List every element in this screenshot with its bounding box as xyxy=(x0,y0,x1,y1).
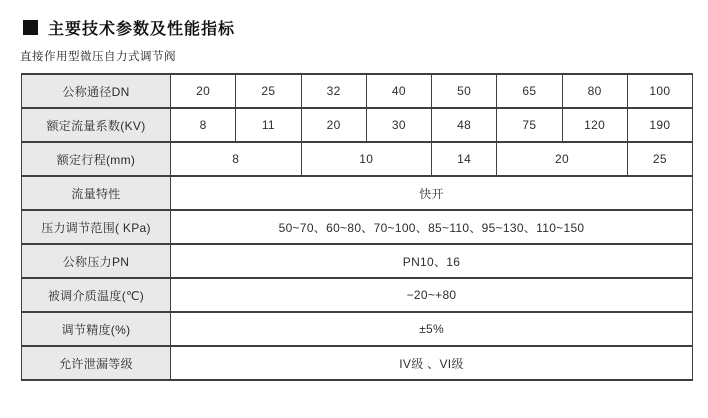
value-cell: 40 xyxy=(366,74,431,108)
value-cell: 50~70、60~80、70~100、85~110、95~130、110~150 xyxy=(171,210,693,244)
value-cell: 10 xyxy=(301,142,432,176)
section-marker-icon xyxy=(23,20,38,35)
value-cell: 8 xyxy=(171,108,236,142)
value-cell: 120 xyxy=(562,108,627,142)
spec-table xyxy=(21,73,693,381)
value-cell: 25 xyxy=(627,142,692,176)
value-cell: 190 xyxy=(627,108,692,142)
table-row xyxy=(22,142,693,176)
value-cell: 30 xyxy=(366,108,431,142)
row-label: 公称压力PN xyxy=(22,244,171,278)
value-cell: 20 xyxy=(171,74,236,108)
value-cell: 20 xyxy=(497,142,628,176)
value-cell: 20 xyxy=(301,108,366,142)
page-title: 主要技术参数及性能指标 xyxy=(48,21,236,38)
row-label: 允许泄漏等级 xyxy=(22,346,171,380)
row-label: 公称通径DN xyxy=(22,74,171,108)
table-row xyxy=(22,278,693,312)
table-row xyxy=(22,312,693,346)
row-label: 调节精度(%) xyxy=(22,312,171,346)
table-row xyxy=(22,108,693,142)
value-cell: 25 xyxy=(236,74,301,108)
value-cell: 80 xyxy=(562,74,627,108)
value-cell: 48 xyxy=(432,108,497,142)
row-label: 压力调节范围( KPa) xyxy=(22,210,171,244)
table-row xyxy=(22,176,693,210)
value-cell: 8 xyxy=(171,142,302,176)
value-cell: IV级 、VI级 xyxy=(171,346,693,380)
value-cell: 快开 xyxy=(171,176,693,210)
value-cell: 32 xyxy=(301,74,366,108)
row-label: 额定流量系数(KV) xyxy=(22,108,171,142)
row-label: 额定行程(mm) xyxy=(22,142,171,176)
value-cell: 11 xyxy=(236,108,301,142)
value-cell: 100 xyxy=(627,74,692,108)
value-cell: 75 xyxy=(497,108,562,142)
value-cell: ±5% xyxy=(171,312,693,346)
value-cell: 50 xyxy=(432,74,497,108)
table-row xyxy=(22,346,693,380)
value-cell: 14 xyxy=(432,142,497,176)
section-title xyxy=(23,16,235,39)
table-row xyxy=(22,210,693,244)
page-subtitle: 直接作用型微压自力式调节阀 xyxy=(20,51,176,63)
table-row xyxy=(22,244,693,278)
row-label: 流量特性 xyxy=(22,176,171,210)
value-cell: 65 xyxy=(497,74,562,108)
value-cell: −20~+80 xyxy=(171,278,693,312)
table-row xyxy=(22,74,693,108)
row-label: 被调介质温度(℃) xyxy=(22,278,171,312)
value-cell: PN10、16 xyxy=(171,244,693,278)
